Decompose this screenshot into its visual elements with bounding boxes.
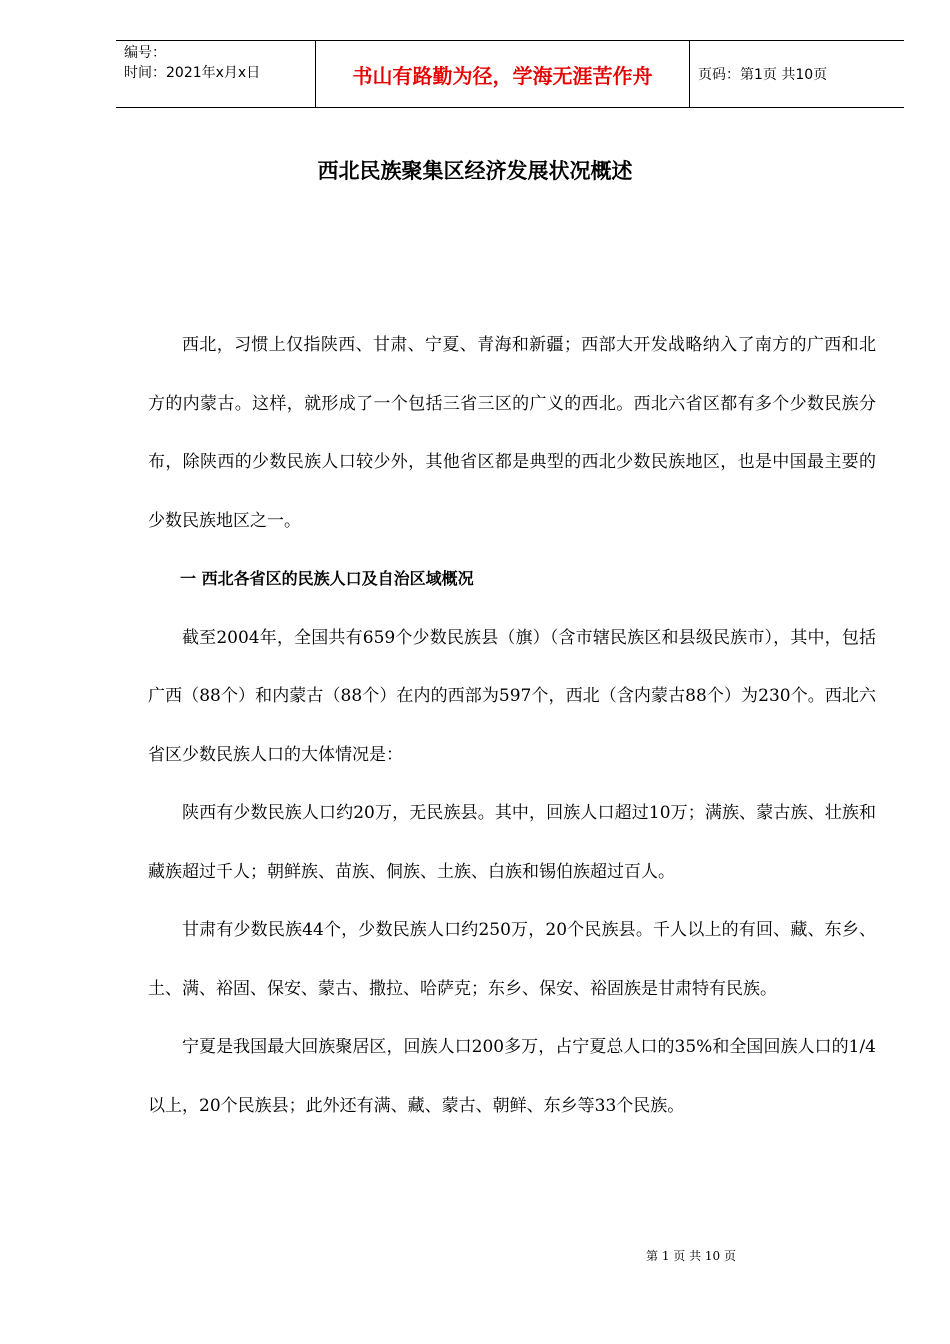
document-title: 西北民族聚集区经济发展状况概述 [317, 159, 633, 183]
paragraph-shaanxi: 陕西有少数民族人口约20万，无民族县。其中，回族人口超过10万；满族、蒙古族、壮族和藏族超过千人；朝鲜族、苗族、侗族、土族、白族和锡伯族超过百人。 [148, 803, 876, 882]
page-header [116, 40, 904, 108]
header-meta [116, 41, 316, 107]
header-motto: 书山有路勤为径，学海无涯苦作舟 [316, 41, 690, 107]
paragraph-intro: 西北，习惯上仅指陕西、甘肃、宁夏、青海和新疆；西部大开发战略纳入了南方的广西和北方的内蒙古。这样，就形成了一个包括三省三区的广义的西北。西北六省区都有多个少数民族分布，除陕西的少数民族人口较少外，其他省区都是典型的西北少数民族地区，也是中国最主要的少数民族地区之一。 [148, 335, 876, 531]
paragraph-gansu: 甘肃有少数民族44个，少数民族人口约250万，20个民族县。千人以上的有回、藏、东乡、土、满、裕固、保安、蒙古、撒拉、哈萨克；东乡、保安、裕固族是甘肃特有民族。 [148, 920, 876, 999]
paragraph-ningxia: 宁夏是我国最大回族聚居区，回族人口200多万，占宁夏总人口的35%和全国回族人口的1/4以上，20个民族县；此外还有满、藏、蒙古、朝鲜、东乡等33个民族。 [148, 1037, 876, 1116]
header-page-info: 页码：第1页 共10页 [698, 67, 828, 83]
document-time-label: 时间：2021年x月x日 [124, 65, 261, 81]
section-heading: 一 西北各省区的民族人口及自治区域概况 [180, 569, 474, 588]
document-number-label: 编号： [124, 45, 166, 61]
footer-page-number: 第 1 页 共 10 页 [646, 1249, 736, 1263]
document-body [148, 316, 876, 1135]
page-footer [0, 1247, 950, 1264]
paragraph-statistics: 截至2004年，全国共有659个少数民族县（旗）（含市辖民族区和县级民族市），其中，包括广西（88个）和内蒙古（88个）在内的西部为597个，西北（含内蒙古88个）为230个。西北六省区少数民族人口的大体情况是： [148, 627, 876, 765]
